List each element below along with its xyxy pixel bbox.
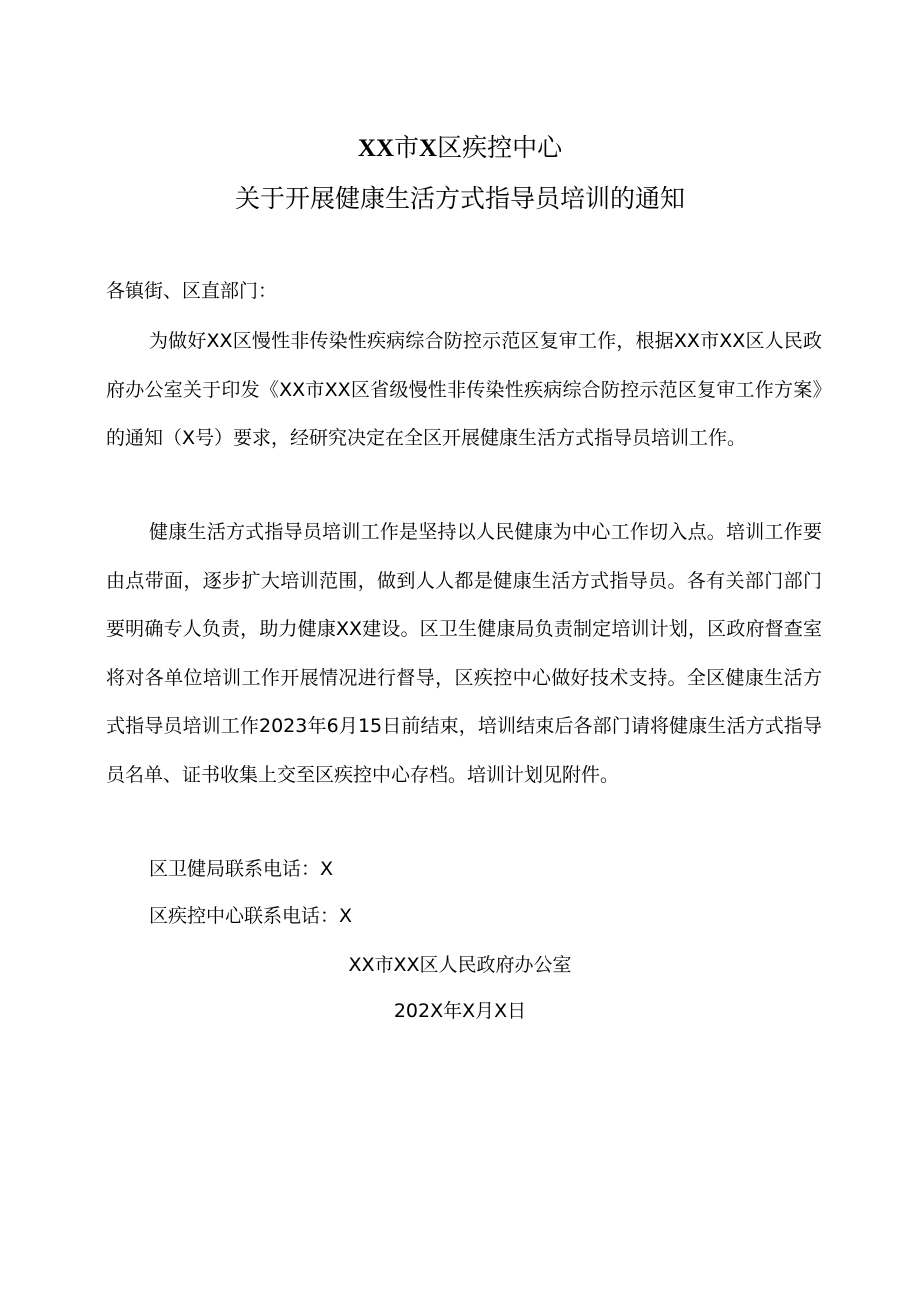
signature-organization: XX市XX区人民政府办公室	[348, 954, 572, 976]
body-paragraph: 为做好XX区慢性非传染性疾病综合防控示范区复审工作，根据XX市XX区人民政府办公室关于印发《XX市XX区省级慢性非传染性疾病综合防控示范区复审工作方案》的通知（X号）要求，经研究决定在全区开展健康生活方式指导员培训工作。	[106, 330, 822, 449]
title-part: XX	[357, 135, 394, 162]
signature-date: 202X年X月X日	[393, 1000, 527, 1022]
body-paragraph: 健康生活方式指导员培训工作是坚持以人民健康为中心工作切入点。培训工作要由点带面，逐步扩大培训范围，做到人人都是健康生活方式指导员。各有关部门部门要明确专人负责，助力健康XX建设。区卫生健康局负责制定培训计划，区政府督查室将对各单位培训工作开展情况进行督导，区疾控中心做好技术支持。全区健康生活方式指导员培训工作2023年6月15日前结束，培训结束后各部门请将健康生活方式指导员名单、证书收集上交至区疾控中心存档。培训计划见附件。	[106, 521, 822, 786]
title-part: 区疾控中心	[437, 133, 563, 162]
contact-line: 区疾控中心联系电话：X	[149, 905, 353, 927]
document-title	[0, 131, 920, 166]
title-part: 市	[394, 133, 420, 162]
contact-line: 区卫健局联系电话：X	[149, 858, 334, 880]
salutation: 各镇街、区直部门：	[106, 280, 278, 302]
document-subtitle: 关于开展健康生活方式指导员培训的通知	[234, 184, 685, 213]
title-part: X	[419, 135, 438, 162]
